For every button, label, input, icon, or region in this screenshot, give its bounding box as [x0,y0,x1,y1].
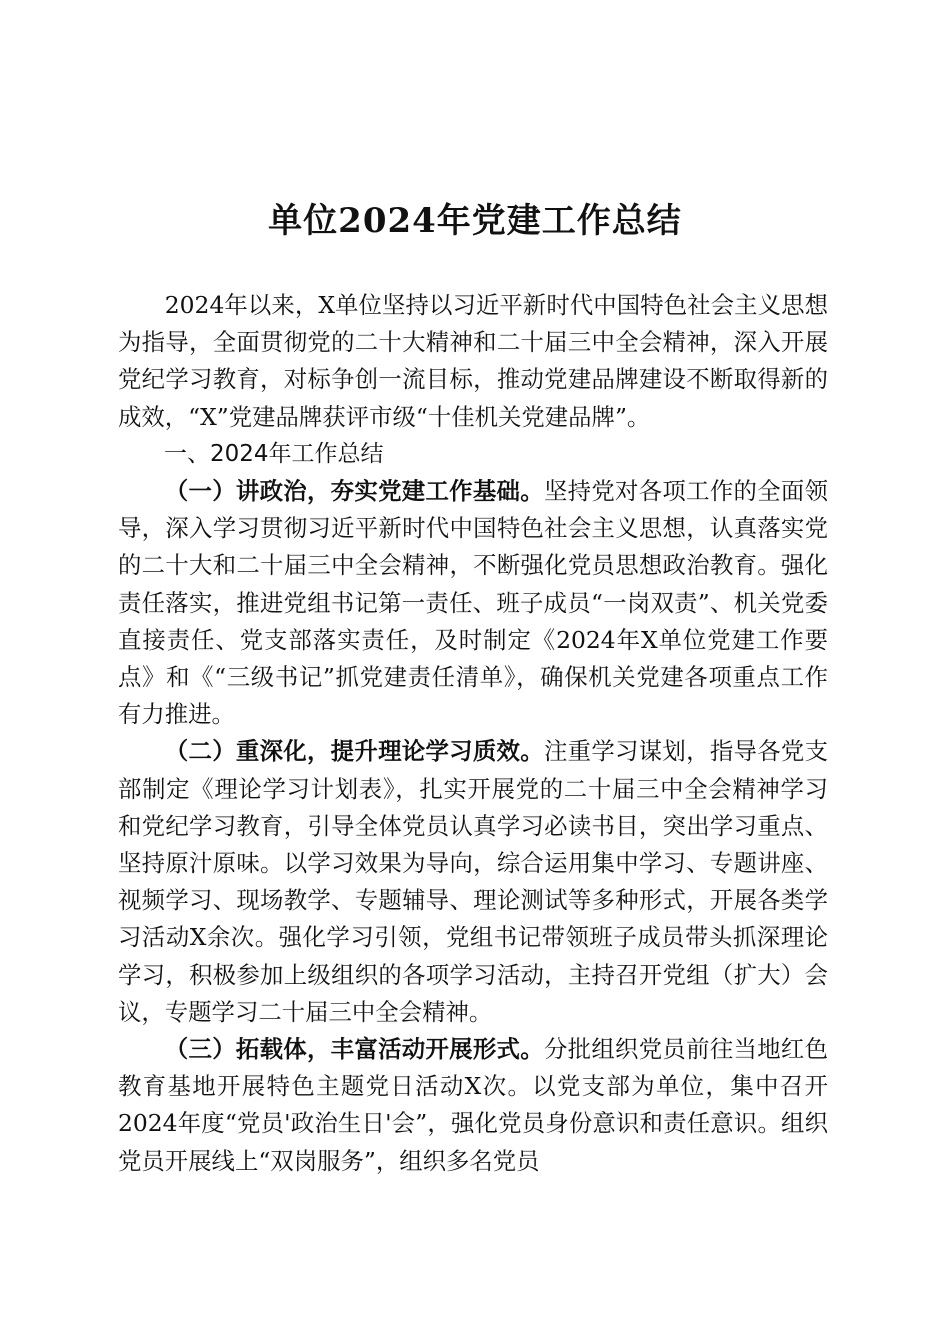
item-paragraph-1 [118,473,828,733]
document-body [118,287,828,1180]
item-paragraph-2 [118,733,828,1031]
item-lead-3: （三）拓载体，丰富活动开展形式。 [164,1035,544,1064]
item-lead-2: （二）重深化，提升理论学习质效。 [164,737,544,766]
item-text-2: 注重学习谋划，指导各党支部制定《理论学习计划表》，扎实开展党的二十届三中全会精神学习和党纪学习教育，引导全体党员认真学习必读书目，突出学习重点、坚持原汁原味。以学习效果为导向，综合运用集中学习、专题讲座、视频学习、现场教学、专题辅导、理论测试等多种形式，开展各类学习活动X余次。强化学习引领，党组书记带领班子成员带头抓深理论学习，积极参加上级组织的各项学习活动，主持召开党组（扩大）会议，专题学习二十届三中全会精神。 [118,737,829,1026]
item-lead-1: （一）讲政治，夯实党建工作基础。 [164,477,544,506]
document-title: 单位2024年党建工作总结 [268,201,682,241]
intro-paragraph: 2024年以来，X单位坚持以习近平新时代中国特色社会主义思想为指导，全面贯彻党的二十大精神和二十届三中全会精神，深入开展党纪学习教育，对标争创一流目标，推动党建品牌建设不断取得新的成效，“X”党建品牌获评市级“十佳机关党建品牌”。 [118,291,828,431]
section-heading: 一、2024年工作总结 [164,440,384,467]
item-paragraph-3 [118,1031,828,1180]
item-text-1: 坚持党对各项工作的全面领导，深入学习贯彻习近平新时代中国特色社会主义思想，认真落实党的二十大和二十届三中全会精神，不断强化党员思想政治教育。强化责任落实，推进党组书记第一责任、班子成员“一岗双责”、机关党委直接责任、党支部落实责任，及时制定《2024年X单位党建工作要点》和《“三级书记”抓党建责任清单》，确保机关党建各项重点工作有力推进。 [118,477,829,729]
item-text-3: 分批组织党员前往当地红色教育基地开展特色主题党日活动X次。以党支部为单位，集中召开2024年度“党员'政治生日'会”，强化党员身份意识和责任意识。组织党员开展线上“双岗服务”，组织多名党员 [118,1035,829,1175]
